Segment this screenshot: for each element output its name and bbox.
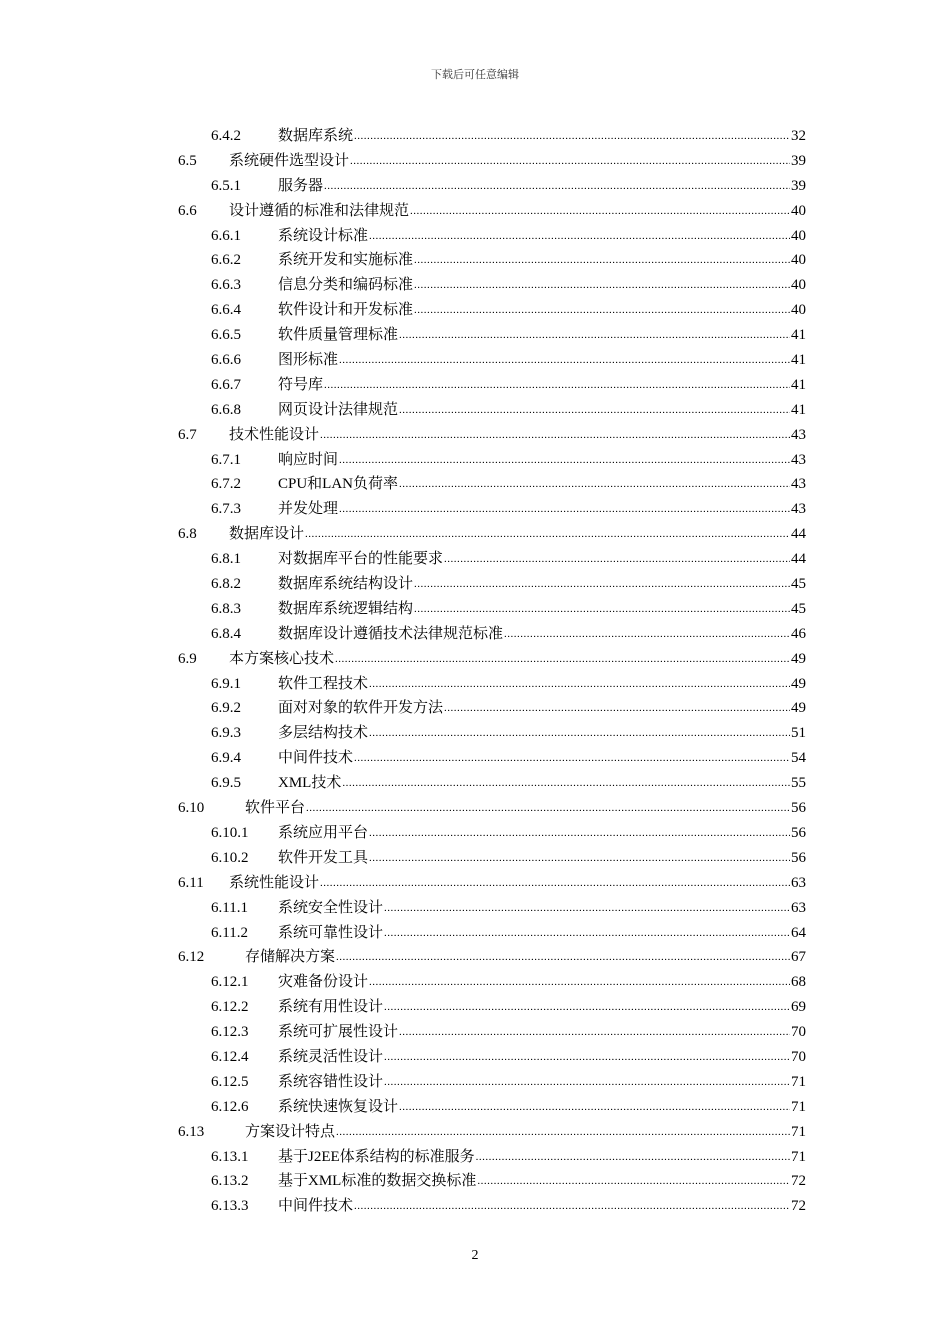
toc-entry-title: 系统可扩展性设计 <box>278 1024 399 1041</box>
toc-entry-page: 40 <box>791 202 806 219</box>
toc-entry-title: 软件平台 <box>245 800 306 817</box>
toc-entry-page: 49 <box>791 700 806 717</box>
toc-entry-title: 并发处理 <box>278 501 339 518</box>
toc-entry-number: 6.7.1 <box>211 451 241 468</box>
dot-leader <box>414 248 790 273</box>
dot-leader <box>354 746 790 771</box>
toc-entry-title: 中间件技术 <box>278 750 354 767</box>
dot-leader <box>384 1045 790 1070</box>
toc-entry-number: 6.11.1 <box>211 899 248 916</box>
toc-entry-page: 41 <box>791 352 806 369</box>
dot-leader <box>399 472 790 497</box>
toc-entry-page: 64 <box>791 924 806 941</box>
dot-leader <box>476 1145 790 1170</box>
dot-leader <box>320 423 790 448</box>
dot-leader <box>414 273 790 298</box>
dot-leader <box>444 696 790 721</box>
toc-entry-title: XML技术 <box>278 775 342 792</box>
dot-leader <box>320 871 790 896</box>
dot-leader <box>324 174 790 199</box>
dot-leader <box>339 348 790 373</box>
toc-entry-page: 44 <box>791 526 806 543</box>
toc-entry[interactable] <box>178 497 806 522</box>
dot-leader <box>354 124 790 149</box>
toc-entry[interactable] <box>178 472 806 497</box>
toc-entry-page: 54 <box>791 750 806 767</box>
toc-entry-page: 46 <box>791 625 806 642</box>
toc-entry[interactable] <box>178 921 806 946</box>
dot-leader <box>324 373 790 398</box>
toc-entry-title: 符号库 <box>278 376 324 393</box>
toc-entry-page: 71 <box>791 1098 806 1115</box>
toc-entry-number: 6.7.2 <box>211 476 241 493</box>
toc-entry-title: 数据库设计遵循技术法律规范标准 <box>278 625 504 642</box>
toc-entry-title: 响应时间 <box>278 451 339 468</box>
dot-leader <box>399 1095 790 1120</box>
toc-entry-title: 技术性能设计 <box>229 426 320 443</box>
toc-entry[interactable] <box>178 199 806 224</box>
toc-entry[interactable] <box>178 1070 806 1095</box>
toc-entry-number: 6.9.1 <box>211 675 241 692</box>
toc-entry-number: 6.5.1 <box>211 177 241 194</box>
toc-entry[interactable] <box>178 547 806 572</box>
toc-entry-title: 系统安全性设计 <box>278 899 384 916</box>
toc-entry-title: 存储解决方案 <box>245 949 336 966</box>
toc-entry[interactable] <box>178 672 806 697</box>
dot-leader <box>369 821 790 846</box>
toc-entry[interactable] <box>178 647 806 672</box>
toc-entry[interactable] <box>178 398 806 423</box>
toc-entry-page: 55 <box>791 775 806 792</box>
toc-entry-page: 43 <box>791 501 806 518</box>
toc-entry-page: 41 <box>791 376 806 393</box>
toc-entry-number: 6.9.2 <box>211 700 241 717</box>
dot-leader <box>504 622 790 647</box>
toc-entry[interactable] <box>178 124 806 149</box>
toc-entry[interactable] <box>178 174 806 199</box>
toc-entry[interactable] <box>178 945 806 970</box>
toc-entry-page: 40 <box>791 227 806 244</box>
toc-entry-title: 系统快速恢复设计 <box>278 1098 399 1115</box>
dot-leader <box>444 547 790 572</box>
toc-entry-title: 系统容错性设计 <box>278 1073 384 1090</box>
dot-leader <box>384 896 790 921</box>
dot-leader <box>305 522 790 547</box>
toc-entry-number: 6.13.3 <box>211 1198 249 1215</box>
toc-entry-page: 45 <box>791 576 806 593</box>
toc-entry-page: 40 <box>791 302 806 319</box>
page-header: 下载后可任意编辑 <box>431 69 519 81</box>
toc-entry-title: 中间件技术 <box>278 1198 354 1215</box>
toc-entry-page: 72 <box>791 1198 806 1215</box>
toc-entry-title: 灾难备份设计 <box>278 974 369 991</box>
toc-entry-number: 6.11 <box>178 874 204 891</box>
toc-entry-number: 6.8.3 <box>211 600 241 617</box>
toc-entry-page: 56 <box>791 824 806 841</box>
toc-entry-page: 39 <box>791 152 806 169</box>
dot-leader <box>369 672 790 697</box>
toc-entry-title: 软件开发工具 <box>278 849 369 866</box>
dot-leader <box>414 597 790 622</box>
toc-entry-number: 6.6.1 <box>211 227 241 244</box>
toc-entry-page: 49 <box>791 650 806 667</box>
toc-entry[interactable] <box>178 149 806 174</box>
toc-entry-title: 系统开发和实施标准 <box>278 252 414 269</box>
toc-entry-page: 70 <box>791 1048 806 1065</box>
toc-entry-number: 6.12.1 <box>211 974 249 991</box>
toc-entry-number: 6.12.5 <box>211 1073 249 1090</box>
toc-entry-title: 系统有用性设计 <box>278 999 384 1016</box>
toc-entry-title: 方案设计特点 <box>245 1123 336 1140</box>
toc-entry-title: 数据库系统结构设计 <box>278 576 414 593</box>
toc-entry-title: 服务器 <box>278 177 324 194</box>
toc-entry-title: 网页设计法律规范 <box>278 401 399 418</box>
dot-leader <box>414 298 790 323</box>
toc-entry[interactable] <box>178 522 806 547</box>
toc-entry-number: 6.6.3 <box>211 277 241 294</box>
toc-entry-page: 67 <box>791 949 806 966</box>
toc-entry-title: 数据库系统逻辑结构 <box>278 600 414 617</box>
dot-leader <box>384 921 790 946</box>
toc-entry-page: 39 <box>791 177 806 194</box>
toc-entry-number: 6.12.3 <box>211 1024 249 1041</box>
toc-entry-number: 6.8.1 <box>211 551 241 568</box>
toc-entry-title: 基于J2EE体系结构的标准服务 <box>278 1148 475 1165</box>
toc-entry-page: 69 <box>791 999 806 1016</box>
toc-entry-page: 70 <box>791 1024 806 1041</box>
toc-entry-title: 软件设计和开发标准 <box>278 302 414 319</box>
toc-entry-page: 72 <box>791 1173 806 1190</box>
toc-entry[interactable] <box>178 298 806 323</box>
toc-entry[interactable] <box>178 448 806 473</box>
toc-entry-number: 6.12.2 <box>211 999 249 1016</box>
toc-entry-number: 6.7.3 <box>211 501 241 518</box>
toc-entry[interactable] <box>178 1095 806 1120</box>
toc-entry-number: 6.10.2 <box>211 849 249 866</box>
toc-entry-page: 43 <box>791 476 806 493</box>
toc-entry-number: 6.6.2 <box>211 252 241 269</box>
toc-entry[interactable] <box>178 846 806 871</box>
toc-entry[interactable] <box>178 248 806 273</box>
toc-entry-page: 63 <box>791 874 806 891</box>
toc-entry[interactable] <box>178 572 806 597</box>
toc-entry-number: 6.13.1 <box>211 1148 249 1165</box>
dot-leader <box>369 224 790 249</box>
dot-leader <box>410 199 790 224</box>
dot-leader <box>336 1120 790 1145</box>
toc-entry-title: 基于XML标准的数据交换标准 <box>278 1173 477 1190</box>
dot-leader <box>384 1070 790 1095</box>
dot-leader <box>384 995 790 1020</box>
toc-entry-title: 数据库系统 <box>278 128 354 144</box>
toc-entry-number: 6.6.6 <box>211 352 241 369</box>
dot-leader <box>414 572 790 597</box>
toc-entry[interactable] <box>178 796 806 821</box>
toc-entry-number: 6.12.6 <box>211 1098 249 1115</box>
toc-entry-number: 6.11.2 <box>211 924 248 941</box>
toc-entry-title: 系统可靠性设计 <box>278 924 384 941</box>
toc-entry[interactable] <box>178 348 806 373</box>
toc-entry-title: CPU和LAN负荷率 <box>278 476 399 493</box>
toc-entry[interactable] <box>178 622 806 647</box>
toc-entry[interactable] <box>178 323 806 348</box>
toc-entry-title: 系统性能设计 <box>229 874 320 891</box>
toc-entry-number: 6.12 <box>178 949 205 966</box>
toc-entry[interactable] <box>178 746 806 771</box>
table-of-contents <box>178 124 806 1219</box>
dot-leader <box>369 721 790 746</box>
toc-entry-number: 6.8.2 <box>211 576 241 593</box>
toc-entry-page: 44 <box>791 551 806 568</box>
toc-entry-number: 6.4.2 <box>211 128 241 144</box>
toc-entry[interactable] <box>178 224 806 249</box>
toc-entry-number: 6.10 <box>178 800 205 817</box>
toc-entry-number: 6.5 <box>178 152 197 169</box>
toc-entry-page: 51 <box>791 725 806 742</box>
toc-entry-title: 软件质量管理标准 <box>278 327 399 344</box>
toc-entry[interactable] <box>178 1145 806 1170</box>
toc-entry-number: 6.6.7 <box>211 376 241 393</box>
toc-entry-title: 对数据库平台的性能要求 <box>278 551 444 568</box>
toc-entry-title: 信息分类和编码标准 <box>278 277 414 294</box>
toc-entry[interactable] <box>178 821 806 846</box>
toc-entry-number: 6.13.2 <box>211 1173 249 1190</box>
dot-leader <box>339 448 790 473</box>
toc-entry-number: 6.12.4 <box>211 1048 249 1065</box>
toc-entry-title: 系统应用平台 <box>278 824 369 841</box>
toc-entry[interactable] <box>178 373 806 398</box>
toc-entry-number: 6.10.1 <box>211 824 249 841</box>
dot-leader <box>354 1194 790 1219</box>
toc-entry-page: 68 <box>791 974 806 991</box>
toc-entry-number: 6.8.4 <box>211 625 241 642</box>
toc-entry[interactable] <box>178 1169 806 1194</box>
toc-entry-page: 49 <box>791 675 806 692</box>
toc-entry[interactable] <box>178 273 806 298</box>
page-number: 2 <box>471 1248 479 1263</box>
toc-entry[interactable] <box>178 1194 806 1219</box>
toc-entry-page: 41 <box>791 401 806 418</box>
dot-leader <box>477 1169 790 1194</box>
dot-leader <box>339 497 790 522</box>
toc-entry-title: 本方案核心技术 <box>229 650 335 667</box>
toc-entry[interactable] <box>178 995 806 1020</box>
dot-leader <box>306 796 790 821</box>
dot-leader <box>369 846 790 871</box>
toc-entry-page: 63 <box>791 899 806 916</box>
toc-entry-title: 软件工程技术 <box>278 675 369 692</box>
toc-entry-number: 6.6.8 <box>211 401 241 418</box>
toc-entry-number: 6.6.5 <box>211 327 241 344</box>
toc-entry-page: 40 <box>791 252 806 269</box>
toc-entry[interactable] <box>178 696 806 721</box>
toc-entry[interactable] <box>178 721 806 746</box>
toc-entry-title: 多层结构技术 <box>278 725 369 742</box>
toc-entry-page: 43 <box>791 426 806 443</box>
toc-entry-title: 图形标准 <box>278 352 339 369</box>
toc-entry-number: 6.9.3 <box>211 725 241 742</box>
dot-leader <box>342 771 790 796</box>
toc-entry-title: 系统设计标准 <box>278 227 369 244</box>
toc-entry-title: 数据库设计 <box>229 526 305 543</box>
toc-entry-page: 41 <box>791 327 806 344</box>
toc-entry-title: 系统灵活性设计 <box>278 1048 384 1065</box>
toc-entry[interactable] <box>178 970 806 995</box>
toc-entry-number: 6.6.4 <box>211 302 241 319</box>
toc-entry[interactable] <box>178 871 806 896</box>
toc-entry[interactable] <box>178 896 806 921</box>
toc-entry-number: 6.9 <box>178 650 197 667</box>
toc-entry-number: 6.9.5 <box>211 775 241 792</box>
toc-entry-page: 45 <box>791 600 806 617</box>
toc-entry-title: 系统硬件选型设计 <box>229 152 350 169</box>
toc-entry[interactable] <box>178 1045 806 1070</box>
toc-entry-page: 71 <box>791 1148 806 1165</box>
toc-entry-number: 6.6 <box>178 202 197 219</box>
dot-leader <box>399 323 790 348</box>
toc-entry[interactable] <box>178 1120 806 1145</box>
dot-leader <box>399 398 790 423</box>
toc-entry-page: 71 <box>791 1123 806 1140</box>
toc-entry-page: 71 <box>791 1073 806 1090</box>
dot-leader <box>336 945 790 970</box>
dot-leader <box>335 647 790 672</box>
toc-entry[interactable] <box>178 771 806 796</box>
toc-entry[interactable] <box>178 597 806 622</box>
toc-entry-page: 56 <box>791 849 806 866</box>
dot-leader <box>350 149 790 174</box>
toc-entry-number: 6.8 <box>178 526 197 543</box>
toc-entry[interactable] <box>178 1020 806 1045</box>
toc-entry[interactable] <box>178 423 806 448</box>
toc-entry-number: 6.7 <box>178 426 197 443</box>
toc-entry-number: 6.9.4 <box>211 750 241 767</box>
toc-entry-page: 43 <box>791 451 806 468</box>
toc-entry-number: 6.13 <box>178 1123 205 1140</box>
toc-entry-page: 56 <box>791 800 806 817</box>
dot-leader <box>399 1020 790 1045</box>
toc-entry-title: 设计遵循的标准和法律规范 <box>229 202 410 219</box>
toc-entry-page: 40 <box>791 277 806 294</box>
toc-entry-title: 面对对象的软件开发方法 <box>278 700 444 717</box>
toc-entry-page: 32 <box>791 128 806 144</box>
dot-leader <box>369 970 790 995</box>
